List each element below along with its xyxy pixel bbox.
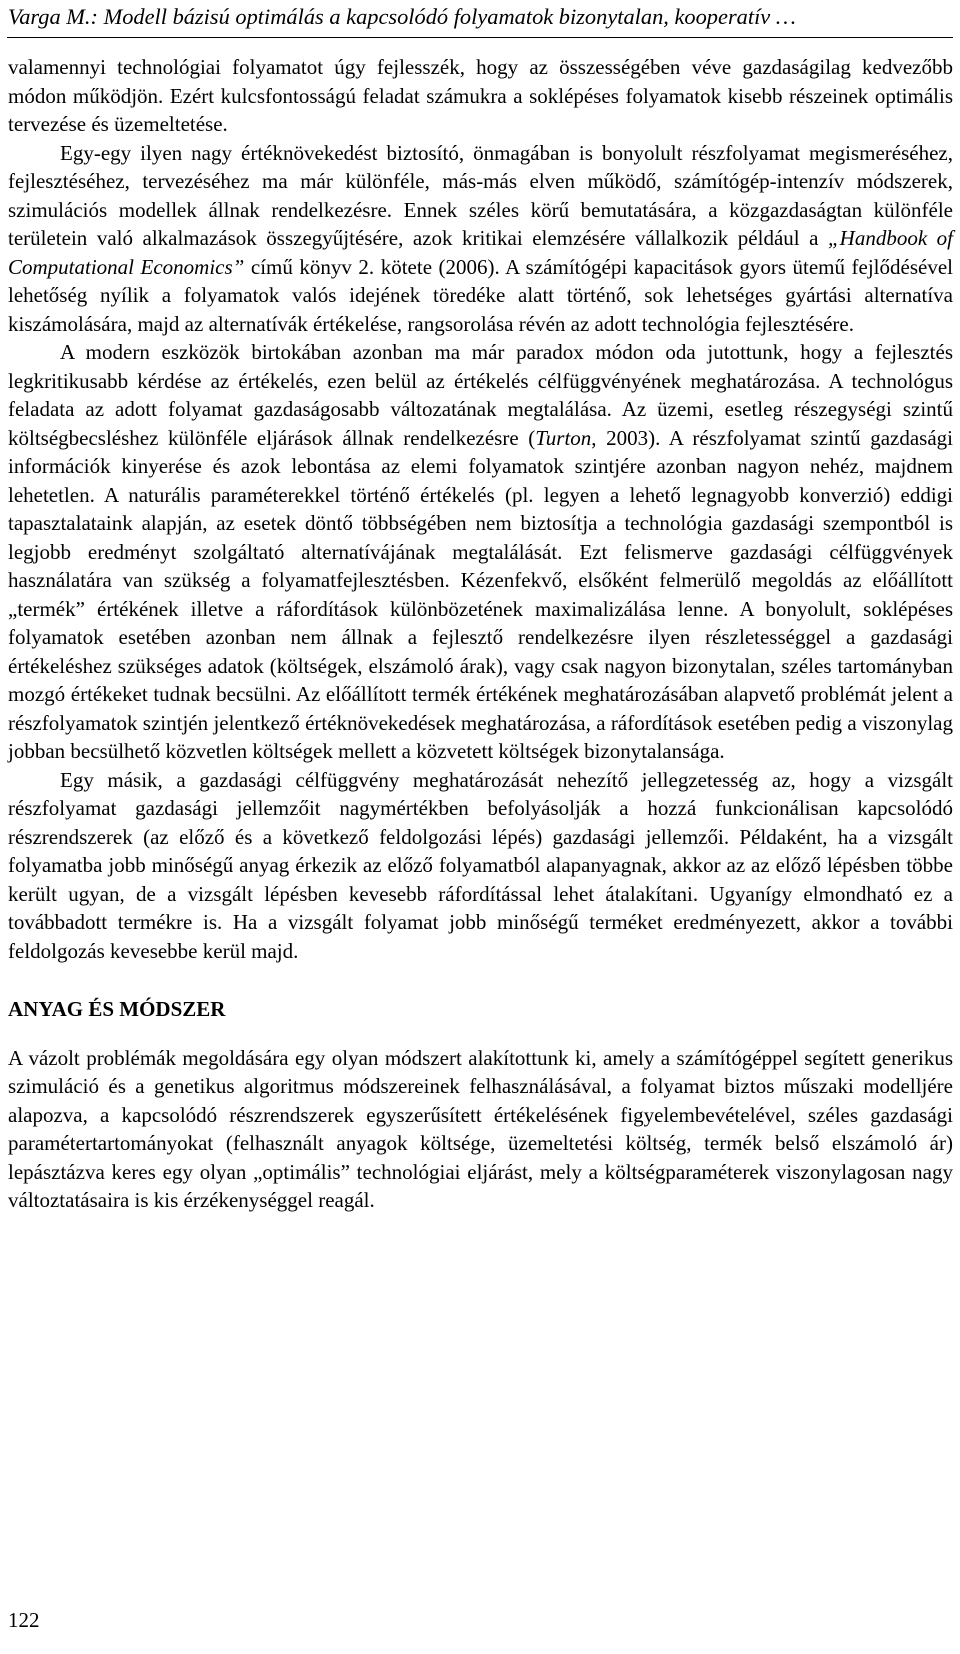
paragraph-2-text-b: című könyv 2. kötete (2006). A számítógépi kapacitások gyors ütemű fejlődésével lehetőség nyílik a folyamatok valós idejének töredéke alatt történő, sok lehetséges gyártási alternatíva kiszámolására, majd az alternatívák értékelése, rangsorolása révén az adott technológia fejlesztésére.: [8, 254, 953, 336]
page-number: 122: [8, 1608, 40, 1632]
paragraph-3-text-b: , 2003). A részfolyamat szintű gazdasági információk kinyerése és azok lebontása az elemi folyamatok szintjére azonban nagyon nehéz, majdnem lehetetlen. A naturális paraméterekkel történő értékelés (pl. legyen a lehető legnagyobb konverzió) eddigi tapasztalataink alapján, az esetek döntő többségében nem biztosítja a technológia gazdasági szempontból is legjobb eredményt szolgáltató alternatívájának megtalálását. Ezt felismerve gazdasági célfüggvények használatára van szükség a folyamatfejlesztésben. Kézenfekvő, elsőként felmerülő megoldás az előállított „termék” értékének illetve a ráfordítások különbözetének maximalizálása lenne. A bonyolult, soklépéses folyamatok esetében azonban nem állnak a fejlesztő rendelkezésre ilyen részletességgel a gazdasági értékeléshez szükséges adatok (költségek, elszámoló árak), vagy csak nagyon bizonytalan, széles tartományban mozgó értékeket tudnak becsülni. Az előállított termék értékének meghatározásában alapvető problémát jelent a részfolyamatok szintjén jelentkező értéknövekedések meghatározása, a ráfordítások esetében pedig a viszonylag jobban becsülhető közvetlen költségek mellett a közvetett költségek bizonytalansága.: [8, 425, 953, 763]
paragraph-2: [8, 139, 953, 339]
citation-author: Turton: [535, 425, 592, 450]
section-heading: ANYAG ÉS MÓDSZER: [8, 997, 226, 1021]
paragraph-3: [8, 338, 953, 766]
running-header: Varga M.: Modell bázisú optimálás a kapcsolódó folyamatok bizonytalan, kooperatív …: [8, 4, 796, 29]
paragraph-2-text-a: Egy-egy ilyen nagy értéknövekedést biztosító, önmagában is bonyolult részfolyamat megismeréséhez, fejlesztéséhez, tervezéséhez ma már különféle, más-más elven működő, számítógép-intenzív módszerek, szimulációs modellek állnak rendelkezésre. Ennek széles körű bemutatására, a közgazdaságtan különféle területein való alkalmazások összegyűjtésére, azok kritikai elemzésére vállalkozik például a: [8, 140, 953, 250]
paragraph-continuation: valamennyi technológiai folyamatot úgy fejlesszék, hogy az összességében véve gazdaságilag kedvezőbb módon működjön. Ezért kulcsfontosságú feladat számukra a soklépéses folyamatok kisebb részeinek optimális tervezése és üzemeltetése.: [8, 55, 953, 136]
book-title: „Handbook of Computational Economics”: [8, 226, 954, 279]
section-paragraph: A vázolt problémák megoldására egy olyan módszert alakítottunk ki, amely a számítógéppel segített generikus szimuláció és a genetikus algoritmus módszereinek felhasználásával, a folyamat biztos műszaki modelljére alapozva, a kapcsolódó részrendszerek egyszerűsített értékelésének figyelembevételével, széles gazdasági paramétertartományokat (felhasznált anyagok költsége, üzemeltetési költség, termék belső elszámoló ár) lepásztázva keres egy olyan „optimális” technológiai eljárást, mely a költségparaméterek viszonylagosan nagy változtatásaira is kis érzékenységgel reagál.: [8, 1045, 953, 1212]
paragraph-3-text-a: A modern eszközök birtokában azonban ma már paradox módon oda jutottunk, hogy a fejlesztés legkritikusabb kérdése az értékelés, ezen belül az értékelés célfüggvényének meghatározása. A technológus feladata az adott folyamat gazdaságosabb változatának megtalálása. Az üzemi, esetleg részegységi szintű költségbecsléshez különféle eljárások állnak rendelkezésre (: [8, 340, 953, 450]
body-text: [8, 53, 953, 1215]
header-rule: [7, 37, 953, 38]
paragraph-4: Egy másik, a gazdasági célfüggvény meghatározását nehezítő jellegzetesség az, hogy a vizsgált részfolyamat gazdasági jellemzőit nagymértékben befolyásolják a hozzá funkcionálisan kapcsolódó részrendszerek (az előző és a következő feldolgozási lépés) gazdasági jellemzői. Példaként, ha a vizsgált folyamatba jobb minőségű anyag érkezik az előző folyamatból alapanyagnak, akkor az az előző lépésben többe került ugyan, de a vizsgált lépésben kevesebb ráfordítással lehet átalakítani. Ugyanígy elmondható ez a továbbadott termékre is. Ha a vizsgált folyamat jobb minőségű terméket eredményezett, akkor a további feldolgozás kevesebbe kerül majd.: [8, 767, 953, 963]
